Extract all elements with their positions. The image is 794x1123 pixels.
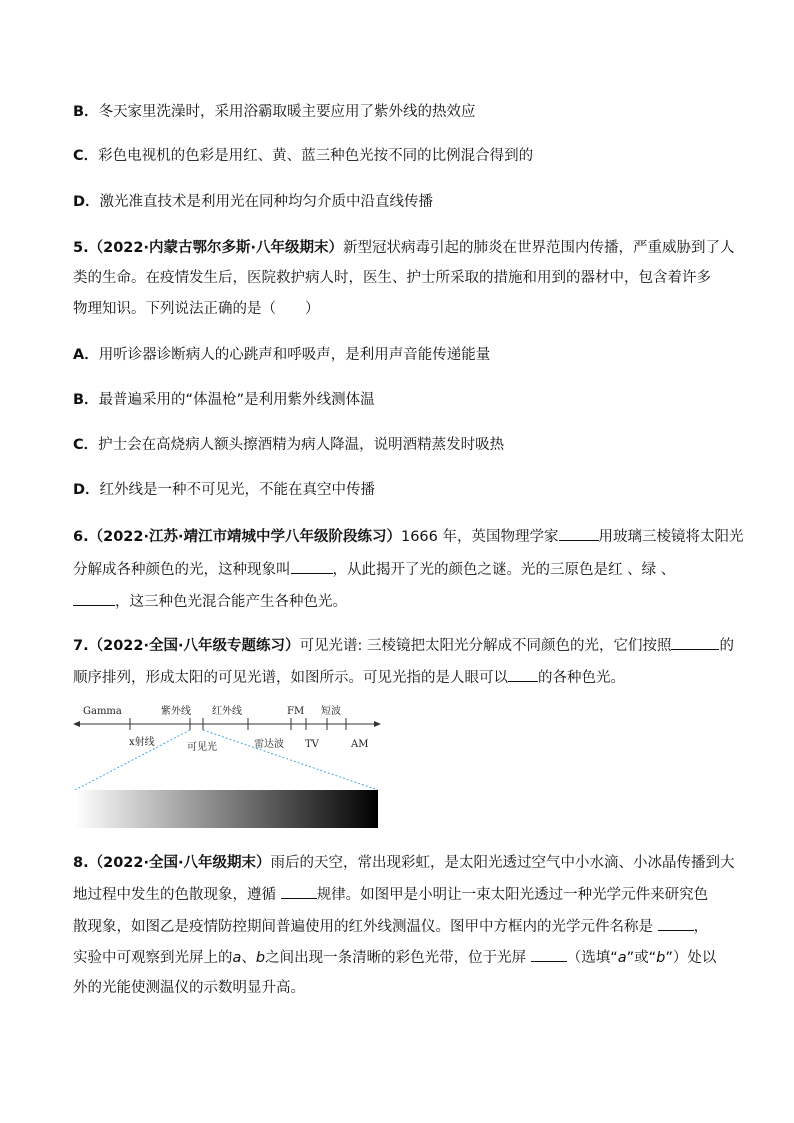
q4-option-b (73, 102, 476, 122)
q4-option-c (73, 146, 533, 166)
question-source: （2022·全国·八年级专题练习） (88, 638, 300, 654)
answer-blank[interactable] (658, 915, 694, 931)
answer-blank[interactable] (671, 634, 719, 650)
q5-option-c (73, 435, 504, 455)
question-number: 8. (73, 855, 89, 871)
label-tv: TV (305, 739, 319, 750)
var-b: b (255, 950, 266, 966)
question-text: 用玻璃三棱镜将太阳光 (598, 529, 744, 545)
arrow-left-icon (73, 721, 80, 727)
option-text: 护士会在高烧病人额头擦酒精为病人降温，说明酒精蒸发时吸热 (98, 437, 505, 453)
q5-stem-line1 (73, 238, 734, 258)
q8-line1 (73, 853, 734, 873)
question-source: （2022·全国·八年级期末） (88, 855, 271, 871)
q5-stem-line2: 类的生命。在疫情发生后，医院救护病人时，医生、护士所采取的措施和用到的器材中，包含着许多 (73, 270, 711, 286)
option-text: 彩色电视机的色彩是用红、黄、蓝三种色光按不同的比例混合得到的 (98, 148, 534, 164)
question-text: 规律。如图甲是小明让一束太阳光透过一种光学元件来研究色 (316, 887, 709, 903)
question-text: 顺序排列，形成太阳的可见光谱，如图所示。可见光指的是人眼可以 (73, 670, 508, 686)
question-number: 7. (73, 638, 89, 654)
q5-option-a (73, 345, 490, 365)
question-text: 可见光谱: 三棱镜把太阳光分解成不同颜色的光，它们按照 (299, 638, 672, 654)
q8-line3 (73, 915, 708, 937)
option-text: 冬天家里洗澡时，采用浴霸取暖主要应用了紫外线的热效应 (98, 104, 476, 120)
question-text: 、 (241, 950, 256, 966)
label-am: AM (351, 739, 369, 750)
answer-blank[interactable] (73, 590, 115, 606)
question-text: 雨后的天空，常出现彩虹，是太阳光透过空气中小水滴、小冰晶传播到大 (270, 855, 735, 871)
answer-blank[interactable] (291, 558, 333, 574)
label-xray: x射线 (129, 737, 155, 748)
question-text: 1666 年，英国物理学家 (400, 529, 559, 545)
question-number: 5. (73, 240, 89, 256)
question-text: 的各种色光。 (538, 670, 625, 686)
question-text: 实验中可观察到光屏上的 (73, 950, 233, 966)
option-letter: C． (73, 437, 99, 453)
question-text: 新型冠状病毒引起的肺炎在世界范围内传播，严重威胁到了人 (342, 240, 735, 256)
question-text: ，从此揭开了光的颜色之谜。光的三原色是红 、绿 、 (332, 562, 676, 578)
arrow-right-icon (374, 721, 381, 727)
question-text: 地过程中发生的色散现象，遵循 (73, 887, 281, 903)
question-text: （选填“ (566, 950, 618, 966)
q5-stem-line3: 物理知识。下列说法正确的是（ ） (73, 301, 320, 317)
label-visible: 可见光 (187, 742, 217, 753)
option-text: 激光准直技术是利用光在同种均匀介质中沿直线传播 (99, 194, 434, 210)
q7-line2 (73, 666, 625, 688)
option-letter: A． (73, 347, 99, 363)
var-b: b (656, 950, 666, 966)
option-letter: D． (73, 194, 100, 210)
answer-blank[interactable] (559, 525, 599, 541)
option-text: 最普遍采用的“体温枪”是利用紫外线测体温 (98, 392, 375, 408)
label-gamma: Gamma (83, 706, 122, 717)
question-text: ，这三种色光混合能产生各种色光。 (115, 594, 347, 610)
q8-line5: 外的光能使测温仪的示数明显升高。 (73, 980, 305, 996)
question-text: ”或“ (626, 950, 657, 966)
q6-line2 (73, 558, 675, 580)
q7-line1 (73, 634, 734, 656)
option-letter: B． (73, 104, 99, 120)
question-text: ”）处以 (665, 950, 717, 966)
label-shortwave: 短波 (321, 706, 341, 717)
answer-blank[interactable] (281, 883, 317, 899)
question-text: 散现象，如图乙是疫情防控期间普遍使用的红外线测温仪。图甲中方框内的光学元件名称是 (73, 919, 658, 935)
answer-blank[interactable] (508, 666, 538, 682)
option-letter: D． (73, 482, 100, 498)
var-a: a (617, 950, 627, 966)
answer-blank[interactable] (531, 946, 567, 962)
visible-spectrum-bar (75, 790, 378, 828)
question-source: （2022·内蒙古鄂尔多斯·八年级期末） (88, 240, 343, 256)
option-text: 红外线是一种不可见光，不能在真空中传播 (99, 482, 376, 498)
q8-line2 (73, 883, 708, 905)
q6-line3 (73, 590, 347, 612)
q5-option-d (73, 480, 375, 500)
question-text: ， (693, 919, 709, 935)
label-ir: 红外线 (212, 706, 242, 717)
question-text: 分解成各种颜色的光，这种现象叫 (73, 562, 291, 578)
var-a: a (232, 950, 242, 966)
q5-option-b (73, 390, 375, 410)
option-letter: B． (73, 392, 99, 408)
spectrum-figure (73, 700, 383, 830)
option-text: 用听诊器诊断病人的心跳声和呼吸声，是利用声音能传递能量 (98, 347, 491, 363)
question-text: 之间出现一条清晰的彩色光带，位于光屏 (265, 950, 531, 966)
option-letter: C． (73, 148, 99, 164)
label-radar: 雷达波 (254, 739, 284, 750)
spectrum-svg (73, 700, 383, 830)
label-fm: FM (287, 706, 305, 717)
question-text: 的 (719, 638, 734, 654)
q4-option-d (73, 192, 433, 212)
q6-line1 (73, 525, 744, 547)
q8-line4 (73, 946, 716, 968)
question-source: （2022·江苏·靖江市靖城中学八年级阶段练习） (88, 529, 401, 545)
label-uv: 紫外线 (161, 706, 191, 717)
question-number: 6. (73, 529, 89, 545)
